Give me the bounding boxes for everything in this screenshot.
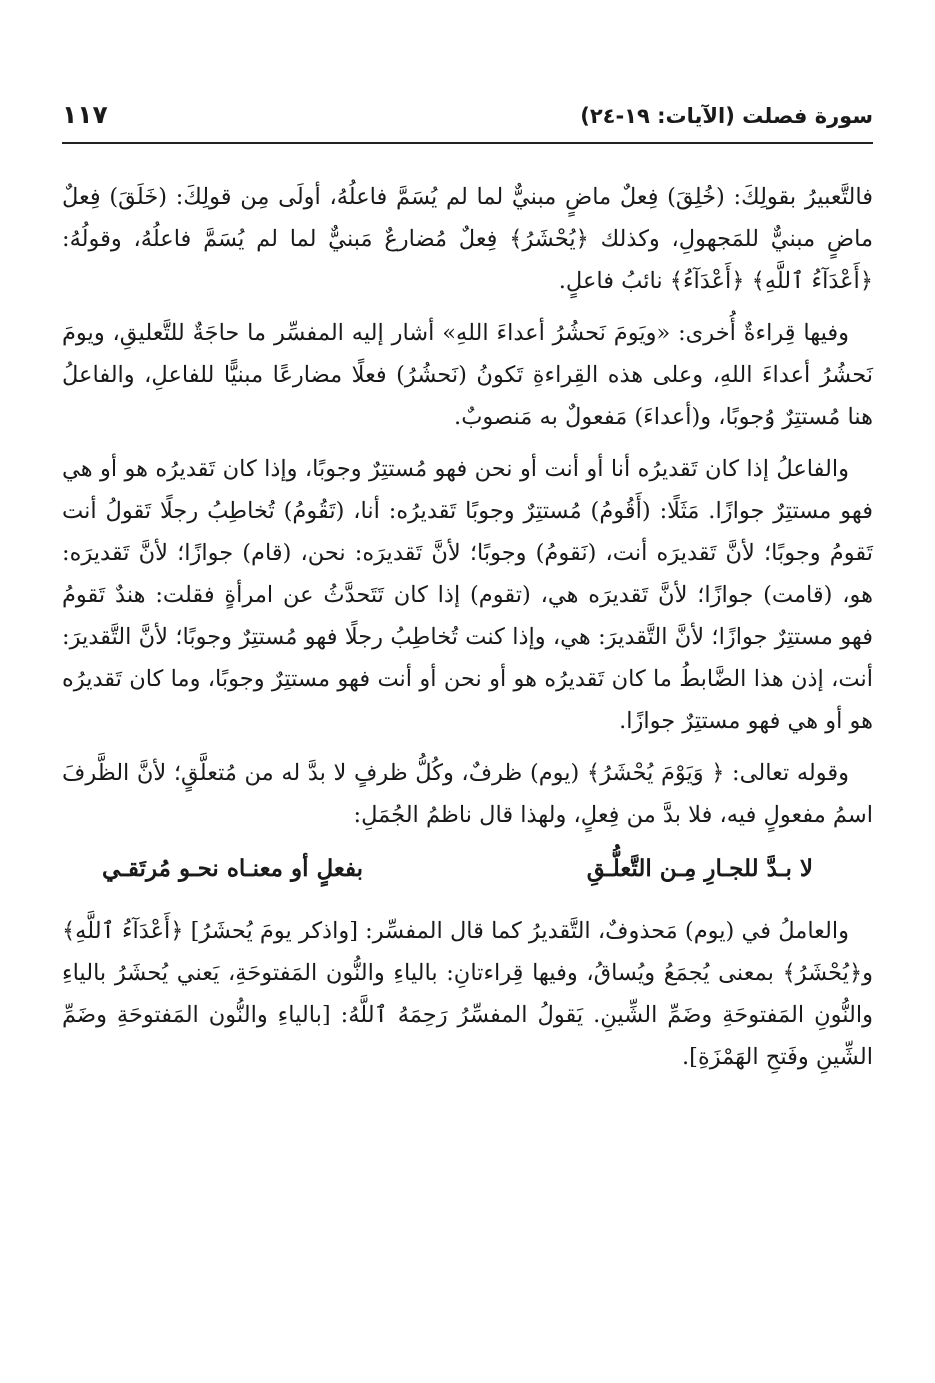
verse-first-hemistich: لا بـدَّ للجـارِ مِـن التَّعلُّـقِ: [586, 855, 813, 882]
page-number: ١١٧: [62, 100, 108, 129]
running-title: سورة فصلت (الآيات: ١٩-٢٤): [580, 104, 873, 128]
paragraph-5: والعاملُ في (يوم) مَحذوفٌ، التَّقديرُ كما قال المفسِّر: [واذكر يومَ يُحشَرُ] ﴿أَعْدَآءُ ٱللَّهِ﴾ و﴿يُحْشَرُ﴾ بمعنى يُجمَعُ ويُساقُ، وفيها قِراءتانِ: بالياءِ والنُّون المَفتوحَةِ، يَعني يُحشَرُ بالياءِ والنُّونِ المَفتوحَةِ وضَمِّ الشِّينِ. يَقولُ المفسِّرُ رَحِمَهُ ٱللَّهُ: [بالياءِ والنُّون المَفتوحَةِ وضَمِّ الشِّينِ وفَتحِ الهَمْزَةِ].: [62, 918, 873, 1070]
poetry-verse: [62, 848, 873, 890]
paragraph-1: فالتَّعبيرُ بقولِكَ: (خُلِقَ) فِعلٌ ماضٍ مبنيٌّ لما لم يُسَمَّ فاعلُهُ، أولَى مِن قولِكَ: (خَلَقَ) فِعلٌ ماضٍ مبنيٌّ للمَجهولِ، وكذلك ﴿يُحْشَرُ﴾ فِعلٌ مُضارعٌ مَبنيٌّ لما لم يُسَمَّ فاعلُهُ، وقولُهُ: ﴿أَعْدَآءُ ٱللَّهِ﴾ ﴿أَعْدَآءُ﴾ نائبُ فاعلٍ.: [62, 184, 873, 294]
header-divider: [62, 142, 873, 144]
page-header: [62, 96, 873, 136]
paragraph-3: والفاعلُ إذا كان تَقديرُه أنا أو أنت أو نحن فهو مُستتِرٌ وجوبًا، وإذا كان تَقديرُه هو أو هي فهو مستتِرٌ جوازًا. مَثَلًا: (أَقُومُ) مُستتِرٌ وجوبًا تَقديرُه: أنا، (تَقُومُ) تُخاطِبُ رجلًا تَقولُ أنت تَقومُ وجوبًا؛ لأنَّ تَقديرَه أنت، (نَقومُ) وجوبًا؛ لأنَّ تَقديرَه: نحن، (قام) جوازًا؛ لأنَّ تَقديرَه: هو، (قامت) جوازًا؛ لأنَّ تَقديرَه هي، (تقوم) إذا كان تَتَحدَّثُ عن امرأةٍ فقلت: هندٌ تَقومُ فهو مستتِرٌ جوازًا؛ لأنَّ التَّقديرَ: هي، وإذا كنت تُخاطِبُ رجلًا فهو مُستتِرٌ وجوبًا؛ لأنَّ التَّقديرَ: أنت، إذن هذا الضَّابطُ ما كان تَقديرُه هو أو نحن أو أنت فهو مستتِرٌ وجوبًا، وما كان تَقديرُه هو أو هي فهو مستتِرٌ جوازًا.: [62, 456, 873, 734]
paragraph-4: وقوله تعالى: ﴿ وَيَوْمَ يُحْشَرُ﴾ (يوم) ظرفٌ، وكُلُّ ظرفٍ لا بدَّ له من مُتعلَّقٍ؛ لأنَّ الظَّرفَ اسمُ مفعولٍ فيه، فلا بدَّ من فِعلٍ، ولهذا قال ناظمُ الجُمَلِ:: [62, 760, 873, 828]
main-text: [62, 176, 873, 1088]
verse-second-hemistich: بفعلٍ أو معنـاه نحـو مُرتَقـي: [102, 855, 364, 882]
paragraph-2: وفيها قِراءةٌ أُخرى: «ويَومَ نَحشُرُ أعداءَ اللهِ» أشار إليه المفسِّر ما حاجَةٌ للتَّعليقِ، ويومَ نَحشُرُ أعداءَ اللهِ، وعلى هذه القِراءةِ تَكونُ (نَحشُرُ) فعلًا مضارعًا مبنيًّا للفاعلِ، والفاعلُ هنا مُستتِرٌ وُجوبًا، و(أعداءَ) مَفعولٌ به مَنصوبٌ.: [62, 320, 873, 430]
